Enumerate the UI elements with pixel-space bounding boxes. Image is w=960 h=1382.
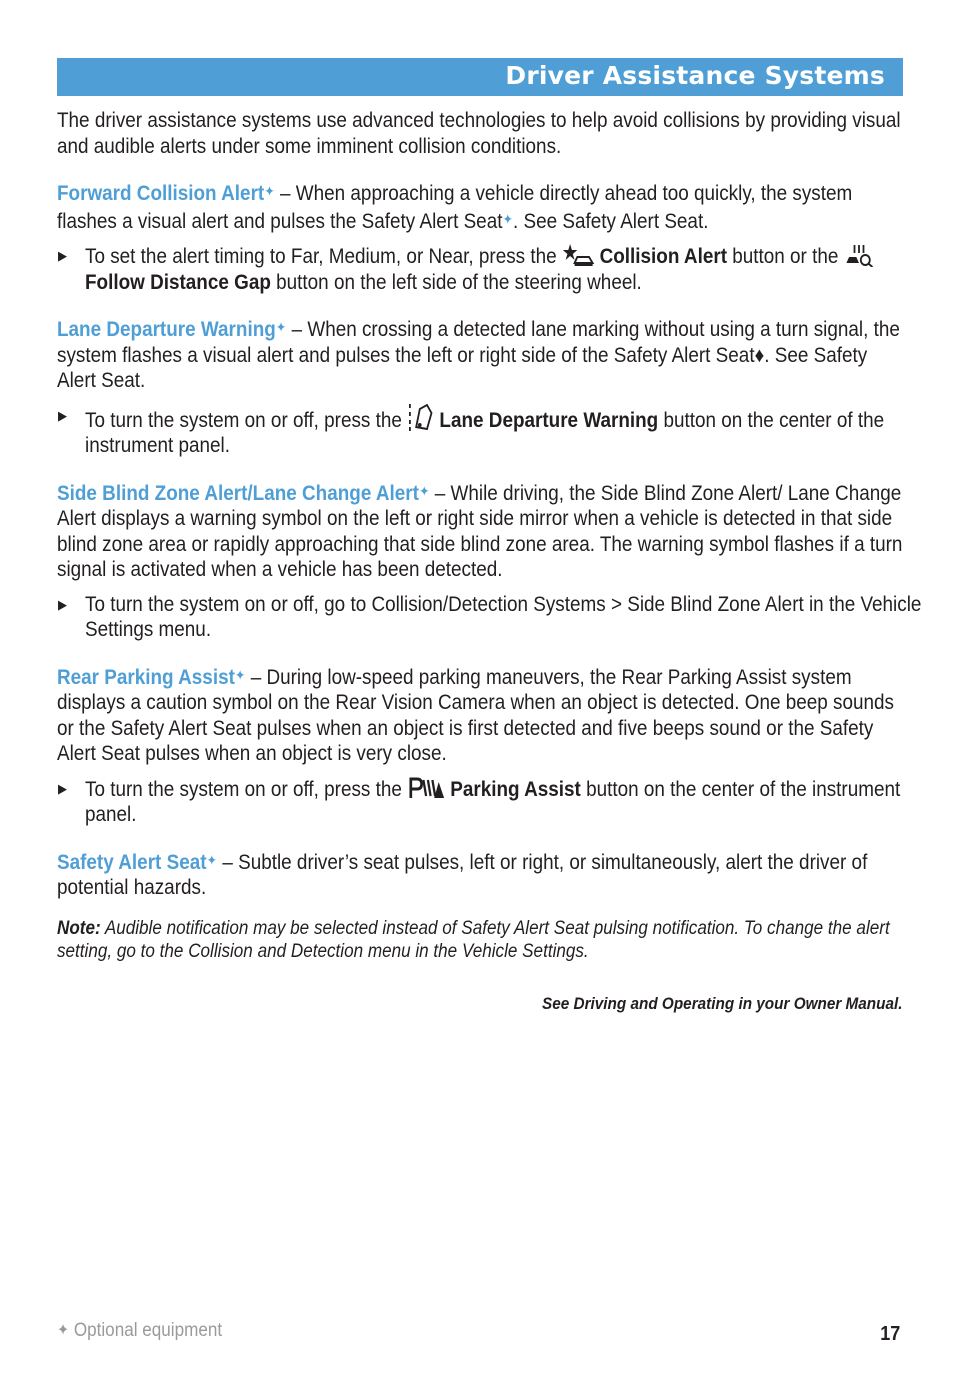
page-title: Driver Assistance Systems (505, 61, 885, 90)
intro-paragraph: The driver assistance systems use advanced technologies to help avoid collisions by providing visual and audible alerts under some imminent collision conditions. (57, 109, 901, 158)
follow-distance-gap-icon (844, 243, 875, 267)
sas-text-1: – Subtle driver’s seat pulses, left or right, or simultaneously, alert the driver of potential hazards. (57, 850, 868, 899)
page-number: 17 (879, 1323, 900, 1345)
ldw-bullet-post: button on the center of the instrument panel. (85, 408, 885, 457)
collision-alert-icon (562, 243, 594, 267)
fca-button-label: Collision Alert (599, 245, 727, 268)
section-banner (57, 58, 903, 96)
fca-bullet-pre: To set the alert timing to Far, Medium, or Near, press the (85, 245, 562, 268)
sbza-bullet-text: To turn the system on or off, go to Collision/Detection Systems > Side Blind Zone Alert in the Vehicle Settings menu. (85, 592, 922, 641)
fca-bullet (58, 243, 932, 295)
section-side-blind-zone-alert (57, 479, 922, 643)
fca-bullet-mid: button or the (726, 245, 844, 268)
bullet-arrow-icon: ▶ (58, 407, 67, 423)
ldw-text-1: – When crossing a detected lane marking without using a turn signal, the system flashes a visual alert and pulses the left or right side of the Safety Alert Seat (57, 318, 900, 367)
parking-assist-icon (407, 776, 445, 800)
fca-paragraph (57, 179, 904, 234)
rpa-text-1: – During low-speed parking maneuvers, the Rear Parking Assist system displays a caution symbol on the Rear Vision Camera when an object is detected. One beep sounds or the Safety Alert Seat pulses when an object is first detected and five beeps sound or the Safety Alert Seat pulses when an object is very close. (57, 665, 894, 765)
lane-departure-warning-icon (407, 403, 434, 431)
main-content (57, 108, 922, 963)
fca-bullet-post: button on the left side of the steering wheel. (270, 270, 642, 294)
optional-star-icon: ✦ (234, 666, 246, 683)
sas-paragraph (57, 848, 904, 901)
bullet-arrow-icon: ▶ (58, 248, 67, 263)
sbza-heading: Side Blind Zone Alert/Lane Change Alert (57, 481, 419, 505)
optional-star-icon: ✦ (57, 1322, 70, 1339)
fdg-button-label: Follow Distance Gap (85, 270, 271, 294)
sbza-text-1: – While driving, the Side Blind Zone Alert/ Lane Change Alert displays a warning symbol on the left or right side mirror when a vehicle is detected in that side blind zone area or rapidly approaching that side blind zone area. The warning symbol flashes if a turn signal is activated when a vehicle has been detected. (57, 481, 903, 581)
ldw-button-label: Lane Departure Warning (439, 408, 659, 432)
rpa-paragraph (57, 663, 904, 767)
note-paragraph (57, 917, 904, 963)
sas-heading: Safety Alert Seat (57, 850, 207, 874)
note-label: Note: (57, 917, 101, 939)
section-safety-alert-seat (57, 848, 905, 901)
rpa-bullet (58, 776, 932, 828)
ldw-bullet (58, 403, 932, 459)
ldw-heading: Lane Departure Warning (57, 318, 276, 341)
optional-equipment-footnote (57, 1320, 222, 1342)
optional-star-icon: ✦ (264, 183, 275, 199)
section-rear-parking-assist (57, 663, 905, 828)
section-lane-departure-warning (57, 315, 905, 459)
ldw-bullet-pre: To turn the system on or off, press the (85, 408, 408, 432)
ldw-paragraph (57, 315, 904, 394)
optional-equipment-label: Optional equipment (73, 1320, 223, 1341)
section-forward-collision-alert (57, 179, 905, 295)
optional-star-icon: ✦ (206, 851, 218, 868)
see-owner-manual-reference: See Driving and Operating in your Owner Manual. (542, 994, 903, 1013)
optional-star-icon: ✦ (418, 482, 430, 499)
bullet-arrow-icon: ▶ (58, 596, 67, 612)
rpa-bullet-post: button on the center of the instrument panel. (85, 777, 901, 826)
rpa-heading: Rear Parking Assist (57, 665, 235, 689)
optional-star-icon: ✦ (275, 319, 287, 335)
fca-text-2: . See Safety Alert Seat. (513, 209, 709, 233)
note-text: Audible notification may be selected instead of Safety Alert Seat pulsing notification. To change the alert setting, go to the Collision and Detection menu in the Vehicle Settings. (57, 917, 890, 962)
rpa-button-label: Parking Assist (450, 777, 581, 801)
sbza-bullet (58, 592, 932, 643)
ldw-text-2: . See Safety Alert Seat. (57, 343, 868, 392)
rpa-bullet-pre: To turn the system on or off, press the (85, 777, 408, 801)
fca-heading: Forward Collision Alert (57, 182, 265, 205)
bullet-arrow-icon: ▶ (58, 780, 67, 796)
fca-text-1: – When approaching a vehicle directly ahead too quickly, the system flashes a visual alert and pulses the Safety Alert Seat (57, 182, 853, 233)
ldw-diamond-marker: ♦ (754, 343, 765, 367)
sbza-paragraph (57, 479, 904, 583)
optional-star-icon: ✦ (502, 210, 514, 227)
